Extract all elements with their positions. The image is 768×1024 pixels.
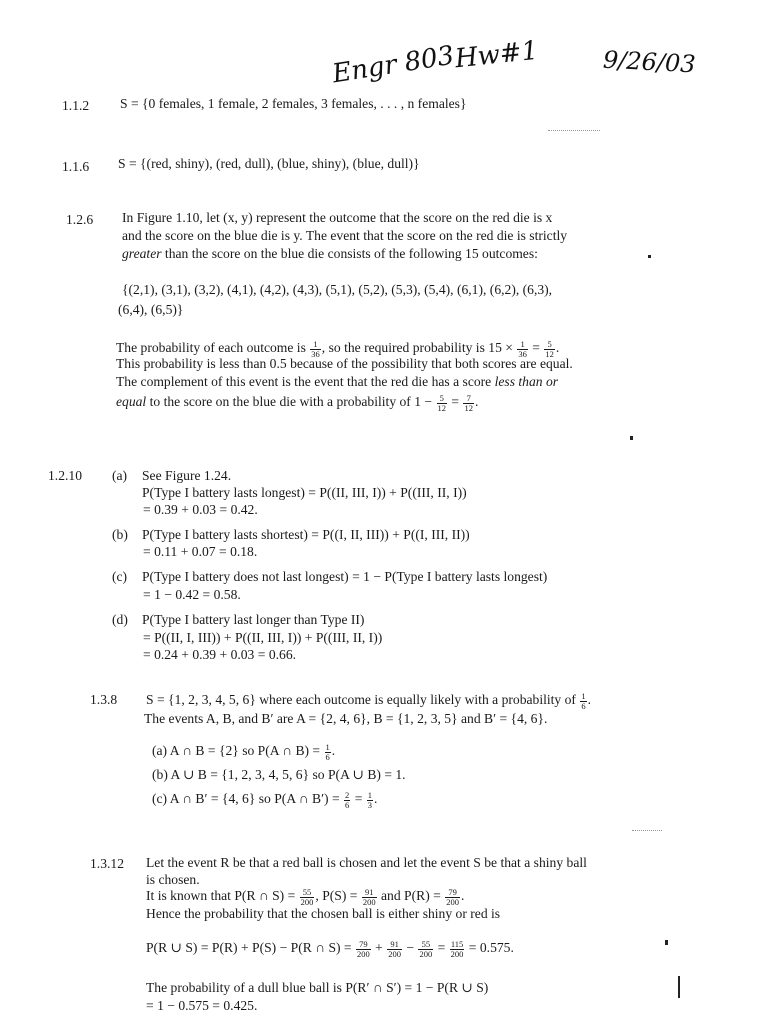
text: .	[474, 394, 479, 410]
p1312-equation	[146, 940, 514, 958]
p126-line-1: In Figure 1.10, let (x, y) represent the outcome that the score on the red die is x	[122, 210, 553, 225]
text: (c) A ∩ B′ = {4, 6} so P(A ∩ B′) =	[152, 791, 344, 807]
text: It is known that P(R ∩ S) =	[146, 888, 299, 904]
text: The complement of this event is the event that the red die has a score	[116, 374, 495, 389]
p1210-d-2: = P((II, I, III)) + P((II, III, I)) + P((III, II, I))	[143, 630, 383, 645]
fraction-2-6	[344, 791, 350, 809]
fraction-55-200-b	[418, 940, 433, 958]
numerator: 1	[310, 340, 321, 350]
p138-c	[152, 791, 377, 809]
fraction-79-200-b	[356, 940, 371, 958]
denominator: 200	[362, 896, 376, 907]
numerator: 115	[450, 939, 464, 949]
text: .	[587, 692, 592, 708]
denominator: 200	[419, 948, 433, 959]
denominator: 12	[437, 402, 446, 413]
denominator: 200	[357, 948, 370, 959]
p1210-b-1: P(Type I battery lasts shortest) = P((I, II, III)) + P((I, III, II))	[142, 527, 470, 542]
p1312-line-3	[146, 888, 464, 906]
scan-edge-mark	[678, 976, 680, 998]
p126-line-2: and the score on the blue die is y. The event that the score on the red die is strictly	[122, 228, 568, 243]
p126-line-3-rest: than the score on the blue die consists of the following 15 outcomes:	[161, 246, 538, 261]
numerator: 1	[517, 340, 528, 350]
numerator: 79	[356, 940, 371, 950]
fraction-55-200	[300, 888, 315, 906]
text: .	[331, 743, 336, 759]
fraction-1-6-b	[325, 743, 331, 761]
fraction-1-6	[580, 692, 586, 710]
fraction-91-200-b	[387, 940, 402, 958]
p1210-a-3: = 0.39 + 0.03 = 0.42.	[143, 502, 258, 517]
problem-number-1-3-8: 1.3.8	[90, 692, 118, 707]
text: .	[460, 888, 465, 904]
p1210-c-2: = 1 − 0.42 = 0.58.	[143, 587, 241, 602]
p1312-line-7: = 1 − 0.575 = 0.425.	[146, 998, 258, 1013]
p1210-c-label: (c)	[112, 569, 128, 584]
text: +	[371, 940, 387, 956]
text: .	[374, 791, 378, 807]
scan-dot	[648, 255, 651, 258]
text: The probability of each outcome is	[116, 340, 310, 356]
problem-number-1-1-6: 1.1.6	[62, 159, 90, 174]
p138-line-1	[146, 692, 591, 710]
numerator: 55	[300, 888, 315, 898]
p1210-a-1: See Figure 1.24.	[142, 468, 232, 483]
text: −	[402, 940, 418, 956]
p1312-line-6: The probability of a dull blue ball is P(R′ ∩ S′) = 1 − P(R ∪ S)	[146, 980, 489, 995]
fraction-7-12	[463, 394, 474, 412]
scan-artifact	[548, 130, 600, 131]
text: P(R ∪ S) = P(R) + P(S) − P(R ∩ S) =	[146, 940, 355, 956]
denominator: 12	[464, 402, 473, 413]
handwritten-hw: Hw#1	[453, 35, 540, 75]
denominator: 200	[450, 948, 464, 959]
denominator: 12	[545, 348, 554, 359]
numerator: 5	[437, 394, 448, 404]
p1210-b-2: = 0.11 + 0.07 = 0.18.	[143, 544, 258, 559]
denominator: 3	[367, 799, 373, 810]
p1210-a-2: P(Type I battery lasts longest) = P((II, III, I)) + P((III, II, I))	[142, 485, 467, 500]
numerator: 7	[463, 394, 474, 404]
text: to the score on the blue die with a probability of 1 −	[146, 394, 436, 410]
fraction-115-200	[450, 940, 465, 958]
p1210-c-1: P(Type I battery does not last longest) = 1 − P(Type I battery lasts longest)	[142, 569, 548, 584]
p126-greater: greater	[122, 246, 162, 261]
numerator: 79	[445, 888, 460, 898]
text: .	[555, 340, 560, 356]
text: S = {1, 2, 3, 4, 5, 6} where each outcome is equally likely with a probability of	[146, 692, 580, 708]
fraction-79-200	[445, 888, 460, 906]
denominator: 200	[300, 896, 314, 907]
text: =	[351, 791, 366, 807]
p1312-line-2: is chosen.	[146, 872, 200, 887]
text: (a) A ∩ B = {2} so P(A ∩ B) =	[152, 743, 324, 759]
p126-outcomes-2: (6,4), (6,5)}	[118, 302, 184, 317]
handwritten-course: Engr 803	[330, 40, 457, 90]
handwritten-date: 9/26/03	[602, 45, 697, 79]
fraction-5-12-b	[437, 394, 448, 412]
p138-line-2: The events A, B, and B′ are A = {2, 4, 6}, B = {1, 2, 3, 5} and B′ = {4, 6}.	[144, 711, 548, 726]
numerator: 2	[345, 790, 350, 800]
problem-number-1-1-2: 1.1.2	[62, 98, 90, 113]
p1210-d-1: P(Type I battery last longer than Type II)	[142, 612, 365, 627]
sample-space-females: S = {0 females, 1 female, 2 females, 3 females, . . . , n females}	[120, 96, 467, 111]
italic-text: less than or	[494, 374, 559, 389]
numerator: 5	[544, 340, 555, 350]
p126-line-6	[116, 374, 558, 391]
p1312-line-4: Hence the probability that the chosen ball is either shiny or red is	[146, 906, 501, 921]
p1312-line-1: Let the event R be that a red ball is chosen and let the event S be that a shiny ball	[146, 855, 587, 870]
p126-line-5: This probability is less than 0.5 because of the possibility that both scores are equal.	[116, 356, 573, 371]
p1210-b-label: (b)	[112, 527, 128, 542]
numerator: 91	[362, 888, 377, 898]
text: =	[434, 940, 449, 956]
scan-dot	[665, 940, 668, 945]
p1210-d-3: = 0.24 + 0.39 + 0.03 = 0.66.	[143, 647, 297, 662]
denominator: 6	[325, 751, 330, 762]
denominator: 36	[311, 348, 320, 359]
text: , P(S) =	[315, 888, 361, 904]
denominator: 6	[581, 700, 586, 711]
text: =	[448, 394, 463, 410]
scan-artifact	[632, 830, 662, 831]
fraction-1-3	[367, 791, 373, 809]
p1210-d-label: (d)	[112, 612, 128, 627]
p1210-a-label: (a)	[112, 468, 128, 483]
numerator: 1	[367, 790, 373, 800]
text: = 0.575.	[465, 940, 514, 956]
p138-a	[152, 743, 335, 761]
p126-line-7	[116, 394, 478, 412]
sample-space-balls: S = {(red, shiny), (red, dull), (blue, shiny), (blue, dull)}	[118, 156, 420, 171]
text: , so the required probability is 15 ×	[321, 340, 517, 356]
text: and P(R) =	[377, 888, 445, 904]
scan-dot	[630, 436, 633, 440]
numerator: 1	[581, 691, 586, 701]
problem-number-1-2-10: 1.2.10	[48, 468, 82, 483]
fraction-91-200	[362, 888, 377, 906]
problem-number-1-2-6: 1.2.6	[66, 212, 94, 227]
italic-text: equal	[116, 394, 147, 410]
numerator: 1	[325, 742, 330, 752]
denominator: 200	[388, 948, 401, 959]
denominator: 6	[345, 799, 350, 810]
numerator: 55	[418, 940, 433, 950]
text: =	[528, 340, 544, 356]
problem-number-1-3-12: 1.3.12	[90, 856, 124, 871]
denominator: 200	[446, 896, 459, 907]
p126-line-3	[122, 246, 538, 263]
p126-outcomes-1: {(2,1), (3,1), (3,2), (4,1), (4,2), (4,3), (5,1), (5,2), (5,3), (5,4), (6,1), (6,2), (6,3),	[122, 282, 553, 297]
numerator: 91	[387, 940, 402, 950]
denominator: 36	[518, 348, 527, 359]
p138-b: (b) A ∪ B = {1, 2, 3, 4, 5, 6} so P(A ∪ B) = 1.	[152, 767, 406, 782]
